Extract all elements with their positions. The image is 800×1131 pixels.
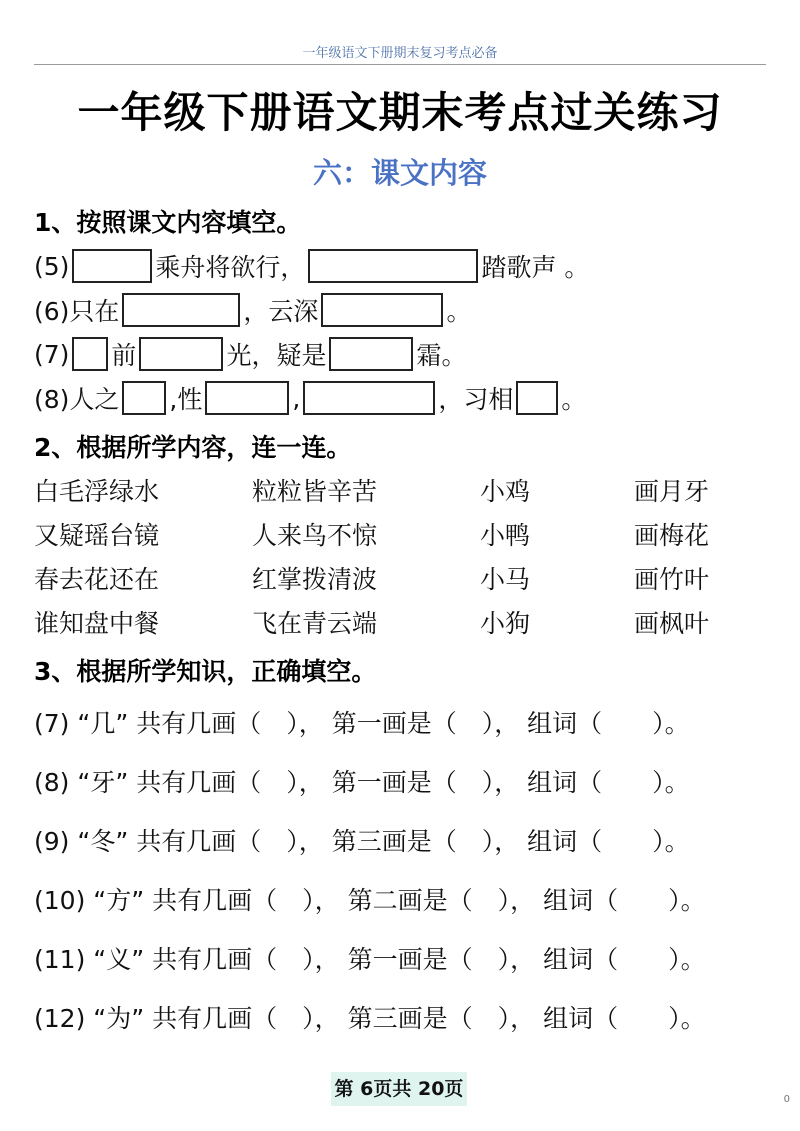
question-char: “冬” [77,827,129,856]
question-number: (12) [34,1004,86,1033]
question-number: (9) [34,827,70,856]
stroke-order-blank[interactable]: 第三画是（ ）， [347,1004,536,1033]
match-item-col2[interactable]: 人来鸟不惊 [252,521,378,550]
page-header: 一年级语文下册期末复习考点必备 [302,46,498,61]
word-blank[interactable]: 组词（ ）。 [527,768,690,797]
line-text: 乘舟将欲行， [155,253,306,282]
match-item-col2[interactable]: 飞在青云端 [252,609,378,638]
stroke-count-blank[interactable]: 共有几画（ ）， [136,827,324,856]
stroke-order-blank[interactable]: 第三画是（ ）， [331,827,520,856]
line-text: (5) [34,251,70,281]
word-blank[interactable]: 组词（ ）。 [543,1004,706,1033]
match-item-col4[interactable]: 画月牙 [634,477,710,506]
match-item-col1[interactable]: 又疑瑶台镜 [34,521,160,550]
line-text: 。 [561,385,587,414]
line-text: ，云深 [243,297,319,326]
answer-box[interactable] [329,337,413,371]
match-item-col2[interactable]: 粒粒皆辛苦 [252,477,378,506]
match-item-col3[interactable]: 小马 [480,565,531,594]
stroke-question [34,763,690,799]
stroke-count-blank[interactable]: 共有几画（ ）， [152,1004,340,1033]
answer-box[interactable] [72,337,108,371]
stroke-count-blank[interactable]: 共有几画（ ）， [136,709,324,738]
line-text: (7) [34,339,70,369]
line-text: 前 [111,341,137,370]
line-text: , [292,383,301,413]
page-subtitle: 六：课文内容 [312,156,487,190]
stroke-question [34,940,706,976]
line-text: (8)人之 [34,385,120,414]
match-item-col3[interactable]: 小鸡 [480,477,531,506]
word-blank[interactable]: 组词（ ）。 [527,827,690,856]
word-blank[interactable]: 组词（ ）。 [543,886,706,915]
answer-box[interactable] [205,381,289,415]
stroke-count-blank[interactable]: 共有几画（ ）， [152,886,340,915]
answer-box[interactable] [321,293,443,327]
stroke-order-blank[interactable]: 第一画是（ ）， [331,768,520,797]
question-char: “方” [93,886,145,915]
stroke-count-blank[interactable]: 共有几画（ ）， [152,945,340,974]
question-char: “几” [77,709,129,738]
question-number: (11) [34,945,86,974]
header-divider [34,64,766,65]
answer-box[interactable] [308,249,478,283]
question-char: “牙” [77,768,129,797]
answer-box[interactable] [139,337,223,371]
question-number: (10) [34,886,86,915]
stroke-count-blank[interactable]: 共有几画（ ）， [136,768,324,797]
stroke-order-blank[interactable]: 第一画是（ ）， [331,709,520,738]
section1-heading: 1、按照课文内容填空。 [34,208,302,237]
answer-box[interactable] [516,381,558,415]
stroke-question [34,822,690,858]
corner-mark: 0 [783,1094,790,1105]
fill-line-6 [34,292,471,328]
stroke-question [34,704,690,740]
line-text: 。 [446,297,472,326]
question-char: “义” [93,945,145,974]
stroke-question [34,999,706,1035]
word-blank[interactable]: 组词（ ）。 [527,709,690,738]
line-text: (6)只在 [34,297,120,326]
match-item-col3[interactable]: 小狗 [480,609,531,638]
line-text: 光，疑是 [226,341,327,370]
match-item-col4[interactable]: 画竹叶 [634,565,710,594]
match-item-col4[interactable]: 画枫叶 [634,609,710,638]
question-char: “为” [93,1004,145,1033]
match-item-col3[interactable]: 小鸭 [480,521,531,550]
line-text: ,性 [169,385,203,414]
page-number-footer: 第 6页共 20页 [331,1072,467,1106]
fill-line-5 [34,248,589,284]
answer-box[interactable] [122,381,166,415]
answer-box[interactable] [303,381,435,415]
stroke-order-blank[interactable]: 第二画是（ ）， [347,886,536,915]
question-number: (7) [34,709,70,738]
answer-box[interactable] [122,293,240,327]
section3-heading: 3、根据所学知识，正确填空。 [34,657,377,686]
page-title: 一年级下册语文期末考点过关练习 [77,88,723,137]
match-item-col4[interactable]: 画梅花 [634,521,710,550]
match-item-col1[interactable]: 春去花还在 [34,565,160,594]
word-blank[interactable]: 组词（ ）。 [543,945,706,974]
line-text: 踏歌声 。 [481,253,590,282]
answer-box[interactable] [72,249,152,283]
fill-line-8 [34,380,586,416]
question-number: (8) [34,768,70,797]
stroke-order-blank[interactable]: 第一画是（ ）， [347,945,536,974]
line-text: 霜。 [416,341,467,370]
fill-line-7 [34,336,466,372]
match-item-col2[interactable]: 红掌拨清波 [252,565,378,594]
section2-heading: 2、根据所学内容，连一连。 [34,433,352,462]
match-item-col1[interactable]: 谁知盘中餐 [34,609,160,638]
line-text: ，习相 [438,385,514,414]
stroke-question [34,881,706,917]
match-item-col1[interactable]: 白毛浮绿水 [34,477,160,506]
